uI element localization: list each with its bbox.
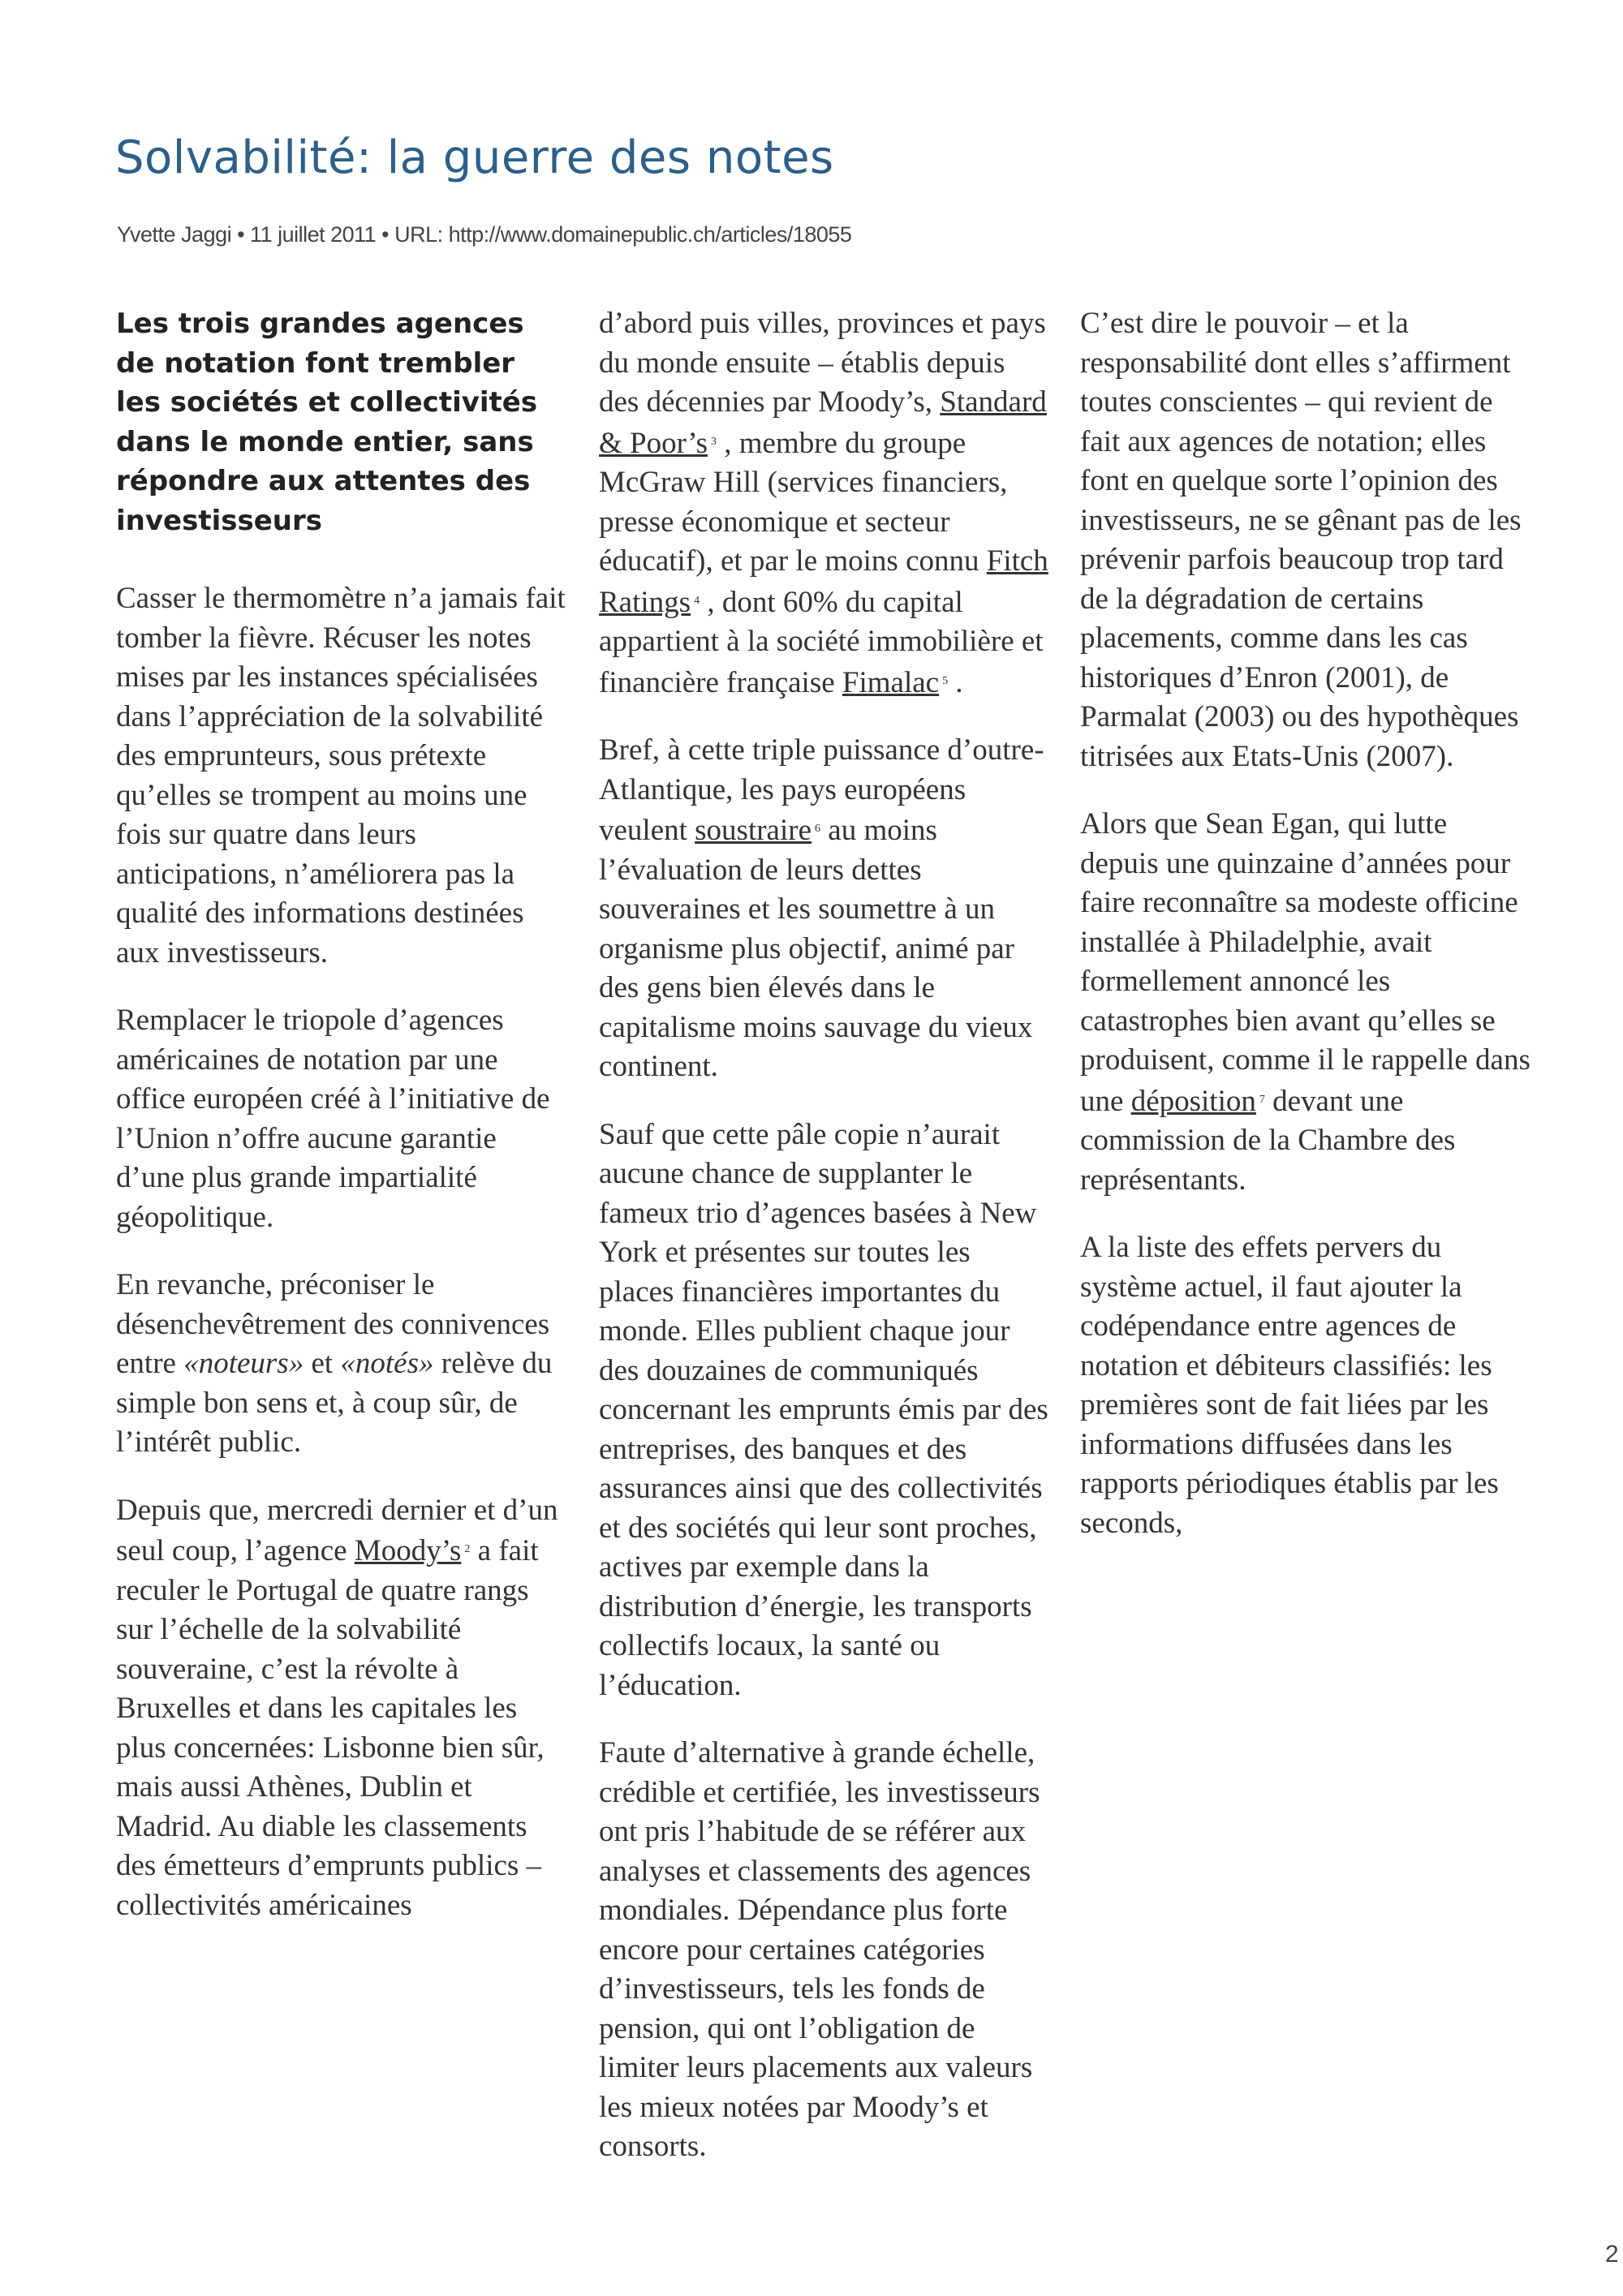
- paragraph-2: Remplacer le triopole d’agences américaines de notation par une office européen créé à l’initiative de l’Union n’offre aucune garantie d’une plus grande impartialité géopolitique.: [116, 1004, 550, 1234]
- paragraph-1: Casser le thermomètre n’a jamais fait tomber la fièvre. Récuser les notes mises par les instances spécialisées dans l’appréciation de la solvabilité des emprunteurs, sous prétexte qu’elles se trompent au moins une fois sur quatre dans leurs anticipations, n’améliorera pas la qualité des informations destinées aux investisseurs.: [116, 582, 566, 970]
- text-span: et: [304, 1347, 341, 1380]
- paragraph-3: [116, 1266, 566, 1463]
- text-span: Alors que Sean Egan, qui lutte depuis une quinzaine d’années pour faire reconnaître sa modeste officine installée à Philadelphie, avait formellement annoncé les catastrophes bien avant qu’elles se produisent, comme il le rappelle dans une: [1080, 807, 1530, 1118]
- text-span: .: [948, 665, 963, 699]
- article-title: Solvabilité: la guerre des notes: [115, 131, 834, 184]
- link-standard-poors[interactable]: Standard & Poor’s: [599, 385, 1047, 460]
- quote-noteurs: «noteurs»: [183, 1347, 304, 1380]
- text-span: devant une commission de la Chambre des représentants.: [1080, 1084, 1456, 1197]
- paragraph-9: C’est dire le pouvoir – et la responsabilité dont elles s’affirment toutes conscientes – qui revient de fait aux agences de notation; elles font en quelque sorte l’opinion des investisseurs, ne se gênant pas de les prévenir parfois beaucoup trop tard de la dégradation de certains placements, comme dans les cas historiques d’Enron (2001), de Parmalat (2003) ou des hypothèques titrisées aux Etats-Unis (2007).: [1080, 307, 1522, 773]
- article-meta: Yvette Jaggi • 11 juillet 2011 • URL: http://www.domainepublic.ch/articles/18055: [117, 222, 852, 247]
- text-span: Bref, à cette triple puissance d’outre-Atlantique, les pays européens veulent: [599, 733, 1044, 847]
- link-moodys[interactable]: Moody’s: [354, 1534, 462, 1567]
- quote-notes: «notés»: [340, 1347, 434, 1380]
- text-span: En revanche, préconiser le désenchevêtrement des connivences entre: [116, 1268, 550, 1380]
- footnote-marker: 7: [1259, 1093, 1265, 1106]
- footnote-marker: 4: [694, 594, 700, 607]
- text-span: , dont 60% du capital appartient à la société immobilière et financière française: [599, 585, 1044, 699]
- text-span: d’abord puis villes, provinces et pays du monde ensuite – établis depuis des décennies par Moody’s,: [599, 307, 1046, 419]
- column-3: [1080, 304, 1530, 1572]
- paragraph-5: [599, 304, 1049, 703]
- text-span: a fait reculer le Portugal de quatre rangs sur l’échelle de la solvabilité souveraine, c’est la révolte à Bruxelles et dans les capitales les plus concernées: Lisbonne bien sûr, mais aussi Athènes, Dublin et Madrid. Au diable les classements des émetteurs d’emprunts publics – collectivités américaines: [116, 1534, 545, 1922]
- link-fimalac[interactable]: Fimalac: [842, 665, 940, 699]
- paragraph-7: Sauf que cette pâle copie n’aurait aucune chance de supplanter le fameux trio d’agences basées à New York et présentes sur toutes les places financières importantes du monde. Elles publient chaque jour des douzaines de communiqués concernant les emprunts émis par des entreprises, des banques et des assurances ainsi que des collectivités et des sociétés qui leur sont proches, actives par exemple dans la distribution d’énergie, les transports collectifs locaux, la santé ou l’éducation.: [599, 1117, 1048, 1702]
- text-span: , membre du groupe McGraw Hill (services financiers, presse économique et secteur éducatif), et par le moins connu: [599, 426, 1008, 578]
- link-deposition[interactable]: déposition: [1130, 1084, 1256, 1118]
- footnote-marker: 3: [710, 435, 717, 448]
- link-soustraire[interactable]: soustraire: [695, 814, 812, 847]
- paragraph-11: A la liste des effets pervers du système actuel, il faut ajouter la codépendance entre agences de notation et débiteurs classifiés: les premières sont de fait liées par les informations diffusées dans les rapports périodiques établis par les seconds,: [1080, 1231, 1499, 1540]
- footnote-marker: 2: [464, 1543, 471, 1555]
- text-span: Depuis que, mercredi dernier et d’un seul coup, l’agence: [116, 1493, 558, 1567]
- paragraph-10: [1080, 805, 1530, 1200]
- text-span: relève du simple bon sens et, à coup sûr, de l’intérêt public.: [116, 1347, 553, 1459]
- paragraph-6: [599, 731, 1049, 1087]
- text-span: au moins l’évaluation de leurs dettes souveraines et les soumettre à un organisme plus objectif, animé par des gens bien élevés dans le capitalisme moins sauvage du vieux continent.: [599, 814, 1033, 1083]
- page-number: 2: [1605, 2241, 1619, 2268]
- column-2: [599, 304, 1049, 2195]
- paragraph-4: [116, 1491, 566, 1926]
- article-lead: Les trois grandes agences de notation font trembler les sociétés et collectivités dans le monde entier, sans répondre aux attentes des investisseurs: [116, 307, 538, 537]
- footnote-marker: 5: [942, 674, 949, 687]
- footnote-marker: 6: [815, 823, 821, 835]
- column-1: [116, 304, 566, 1954]
- link-fitch-ratings[interactable]: Fitch Ratings: [599, 544, 1048, 619]
- paragraph-8: Faute d’alternative à grande échelle, crédible et certifiée, les investisseurs ont pris l’habitude de se référer aux analyses et classements des agences mondiales. Dépendance plus forte encore pour certaines catégories d’investisseurs, tels les fonds de pension, qui ont l’obligation de limiter leurs placements aux valeurs les mieux notées par Moody’s et consorts.: [599, 1736, 1040, 2163]
